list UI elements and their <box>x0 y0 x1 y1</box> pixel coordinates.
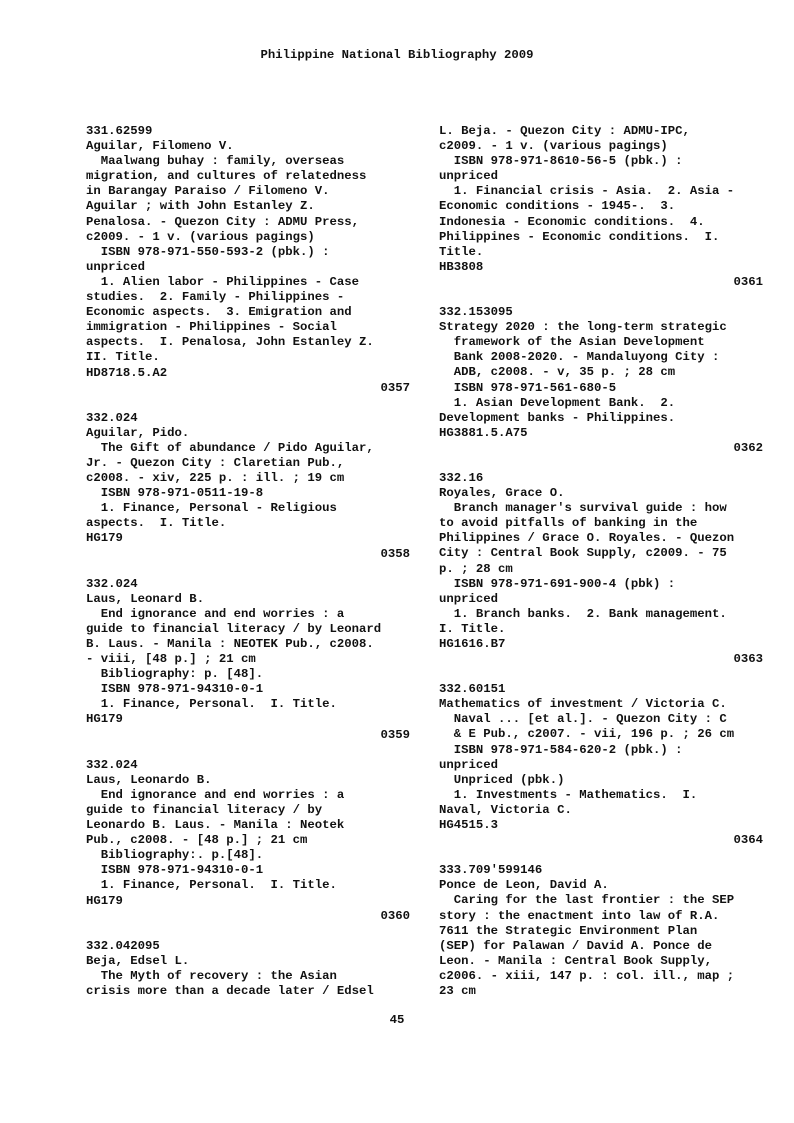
entry-line: unpriced <box>439 169 499 184</box>
entry-line: Beja, Edsel L. <box>86 953 190 968</box>
entry-line: 332.60151 <box>439 682 506 697</box>
entry-line: guide to financial literacy / by Leonard <box>86 621 382 636</box>
entry-line: ISBN 978-971-94310-0-1 <box>86 682 264 697</box>
entry-line: Economic conditions - 1945-. 3. <box>439 199 676 214</box>
entry-line: Title. <box>439 244 484 259</box>
entry-line: 1. Finance, Personal. I. Title. <box>86 697 337 712</box>
entry-line: 1. Alien labor - Philippines - Case <box>86 274 360 289</box>
entry-line: 1. Finance, Personal. I. Title. <box>86 878 337 893</box>
entry-line: 332.024 <box>86 757 138 772</box>
entry-line: c2009. - 1 v. (various pagings) <box>86 229 315 244</box>
entry-line: The Gift of abundance / Pido Aguilar, <box>86 440 374 455</box>
entry-line: HG179 <box>86 531 123 546</box>
page-header: Philippine National Bibliography 2009 <box>260 48 534 62</box>
entry-line: Pub., c2008. - [48 p.] ; 21 cm <box>86 833 308 848</box>
entry-line: 1. Finance, Personal - Religious <box>86 501 337 516</box>
entry-line: Indonesia - Economic conditions. 4. <box>439 214 705 229</box>
entry-number: 0357 <box>380 380 410 395</box>
entry-line: Aguilar ; with John Estanley Z. <box>86 199 315 214</box>
bibliography-entry <box>86 124 410 396</box>
entry-line: Leonardo B. Laus. - Manila : Neotek <box>86 818 345 833</box>
entry-line: to avoid pitfalls of banking in the <box>439 516 698 531</box>
entry-line: ADB, c2008. - v, 35 p. ; 28 cm <box>439 365 676 380</box>
entry-line: II. Title. <box>86 350 160 365</box>
entry-number: 0362 <box>733 440 763 455</box>
entry-line: Development banks - Philippines. <box>439 410 676 425</box>
entry-line: c2009. - 1 v. (various pagings) <box>439 139 668 154</box>
entry-line: c2008. - xiv, 225 p. : ill. ; 19 cm <box>86 471 345 486</box>
entry-line: Bibliography:. p.[48]. <box>86 848 264 863</box>
entry-line: HG4515.3 <box>439 818 499 833</box>
entry-line: 23 cm <box>439 983 476 998</box>
bibliography-entry <box>86 758 410 924</box>
entry-line: 333.709'599146 <box>439 863 543 878</box>
entry-line: Laus, Leonardo B. <box>86 772 212 787</box>
entry-line: Maalwang buhay : family, overseas <box>86 154 345 169</box>
entry-line: ISBN 978-971-0511-19-8 <box>86 486 264 501</box>
entry-spacer <box>439 456 763 471</box>
left-column <box>86 124 410 999</box>
entry-line: HG179 <box>86 893 123 908</box>
entry-line: End ignorance and end worries : a <box>86 606 345 621</box>
entry-number: 0359 <box>380 727 410 742</box>
entry-line: Laus, Leonard B. <box>86 591 205 606</box>
entry-line: City : Central Book Supply, c2009. - 75 <box>439 546 727 561</box>
entry-line: 332.024 <box>86 410 138 425</box>
right-column <box>439 124 763 999</box>
entry-line: ISBN 978-971-550-593-2 (pbk.) : <box>86 244 330 259</box>
entry-spacer <box>439 848 763 863</box>
entry-line: & E Pub., c2007. - vii, 196 p. ; 26 cm <box>439 727 735 742</box>
entry-line: Bank 2008-2020. - Mandaluyong City : <box>439 350 720 365</box>
entry-line: HB3808 <box>439 259 484 274</box>
entry-spacer <box>439 667 763 682</box>
entry-spacer <box>86 562 410 577</box>
entry-line: HD8718.5.A2 <box>86 365 168 380</box>
entry-line: B. Laus. - Manila : NEOTEK Pub., c2008. <box>86 637 374 651</box>
entry-line: I. Title. <box>439 621 506 636</box>
entry-line: ISBN 978-971-94310-0-1 <box>86 863 264 878</box>
entry-number: 0361 <box>733 274 763 289</box>
bibliography-entry <box>86 411 410 562</box>
page-number: 45 <box>389 1013 405 1027</box>
entry-line: 332.16 <box>439 470 484 485</box>
entry-line: ISBN 978-971-8610-56-5 (pbk.) : <box>439 154 683 169</box>
entry-line: Mathematics of investment / Victoria C. <box>439 697 727 712</box>
entry-line: Aguilar, Filomeno V. <box>86 139 234 154</box>
entry-line: L. Beja. - Quezon City : ADMU-IPC, <box>439 124 690 138</box>
entry-line: 332.042095 <box>86 938 160 953</box>
entry-line: studies. 2. Family - Philippines - <box>86 290 345 305</box>
entry-line: framework of the Asian Development <box>439 335 705 350</box>
entry-line: Jr. - Quezon City : Claretian Pub., <box>86 455 345 470</box>
entry-line: Philippines / Grace O. Royales. - Quezon <box>439 531 735 546</box>
entry-spacer <box>86 396 410 411</box>
entry-number: 0358 <box>380 546 410 561</box>
entry-line: c2006. - xiii, 147 p. : col. ill., map ; <box>439 968 735 983</box>
bibliography-entry <box>86 577 410 743</box>
entry-line: guide to financial literacy / by <box>86 802 323 817</box>
entry-line: Naval, Victoria C. <box>439 802 572 817</box>
entry-line: 1. Financial crisis - Asia. 2. Asia - <box>439 184 735 199</box>
entry-line: Bibliography: p. [48]. <box>86 667 264 682</box>
bibliography-entry <box>86 939 410 999</box>
entry-number: 0360 <box>380 908 410 923</box>
bibliography-entry <box>439 471 763 667</box>
entry-line: HG3881.5.A75 <box>439 425 528 440</box>
entry-line: 1. Branch banks. 2. Bank management. <box>439 606 727 621</box>
entry-line: Ponce de Leon, David A. <box>439 878 609 893</box>
entry-line: End ignorance and end worries : a <box>86 787 345 802</box>
entry-line: Royales, Grace O. <box>439 486 565 501</box>
entry-line: 332.153095 <box>439 305 513 320</box>
entry-line: Branch manager's survival guide : how <box>439 501 727 516</box>
entry-line: unpriced <box>439 757 499 772</box>
entry-line: ISBN 978-971-561-680-5 <box>439 380 617 395</box>
entry-line: Economic aspects. 3. Emigration and <box>86 305 352 320</box>
entry-line: 331.62599 <box>86 124 153 138</box>
entry-spacer <box>86 924 410 939</box>
entry-line: 7611 the Strategic Environment Plan <box>439 923 698 938</box>
entry-line: Caring for the last frontier : the SEP <box>439 893 735 908</box>
entry-line: story : the enactment into law of R.A. <box>439 908 720 923</box>
entry-line: p. ; 28 cm <box>439 561 513 576</box>
entry-line: Leon. - Manila : Central Book Supply, <box>439 953 713 968</box>
bibliography-entry <box>439 305 763 456</box>
entry-line: The Myth of recovery : the Asian <box>86 968 337 983</box>
bibliography-entry <box>439 863 763 999</box>
entry-line: - viii, [48 p.] ; 21 cm <box>86 652 256 667</box>
entry-line: ISBN 978-971-584-620-2 (pbk.) : <box>439 742 683 757</box>
entry-spacer <box>86 743 410 758</box>
entry-line: 1. Asian Development Bank. 2. <box>439 395 676 410</box>
entry-line: aspects. I. Title. <box>86 516 227 531</box>
entry-number: 0363 <box>733 652 763 667</box>
entry-line: immigration - Philippines - Social <box>86 320 337 335</box>
entry-line: HG1616.B7 <box>439 637 506 651</box>
entry-number: 0364 <box>733 833 763 848</box>
entry-line: unpriced <box>86 259 146 274</box>
entry-line: crisis more than a decade later / Edsel <box>86 983 374 998</box>
entry-line: in Barangay Paraiso / Filomeno V. <box>86 184 330 199</box>
entry-line: HG179 <box>86 712 123 727</box>
entry-line: ISBN 978-971-691-900-4 (pbk) : <box>439 576 676 591</box>
entry-line: Strategy 2020 : the long-term strategic <box>439 320 727 335</box>
entry-line: Philippines - Economic conditions. I. <box>439 229 720 244</box>
entry-line: Naval ... [et al.]. - Quezon City : C <box>439 712 727 727</box>
entry-line: 332.024 <box>86 576 138 591</box>
entry-line: 1. Investments - Mathematics. I. <box>439 787 698 802</box>
entry-line: aspects. I. Penalosa, John Estanley Z. <box>86 335 374 350</box>
entry-line: migration, and cultures of relatedness <box>86 169 367 184</box>
entry-line: Unpriced (pbk.) <box>439 772 565 787</box>
entry-line: Aguilar, Pido. <box>86 425 190 440</box>
entry-line: (SEP) for Palawan / David A. Ponce de <box>439 938 713 953</box>
entry-spacer <box>439 290 763 305</box>
bibliography-entry <box>439 682 763 848</box>
entry-line: unpriced <box>439 591 499 606</box>
entry-line: Penalosa. - Quezon City : ADMU Press, <box>86 214 360 229</box>
bibliography-entry <box>439 124 763 290</box>
